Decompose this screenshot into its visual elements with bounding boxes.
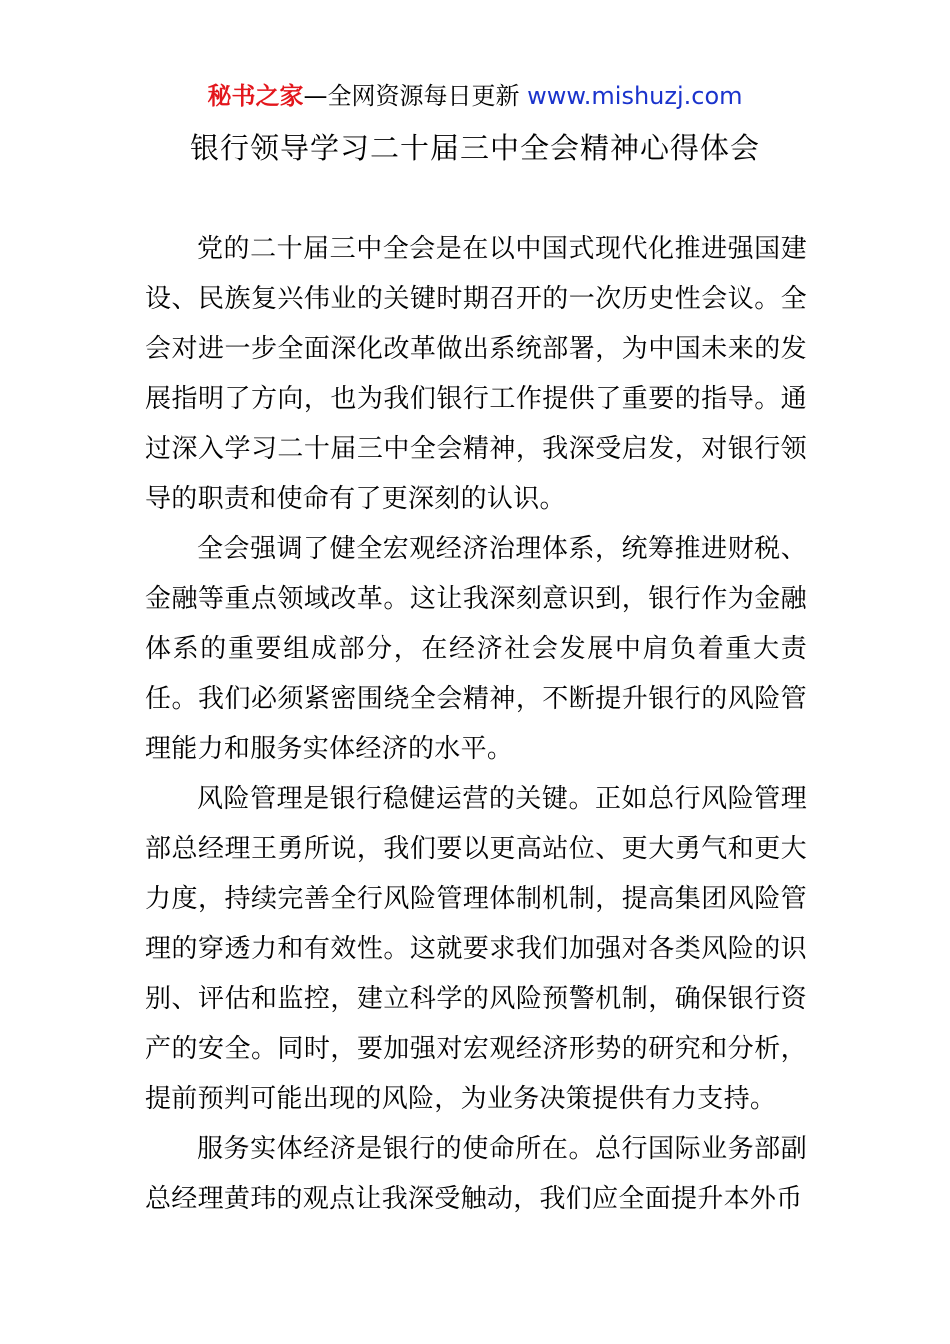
paragraph-3: 风险管理是银行稳健运营的关键。正如总行风险管理部总经理王勇所说，我们要以更高站位、更大勇气和更大力度，持续完善全行风险管理体制机制，提高集团风险管理的穿透力和有效性。这就要求我们加强对各类风险的识别、评估和监控，建立科学的风险预警机制，确保银行资产的安全。同时，要加强对宏观经济形势的研究和分析，提前预判可能出现的风险，为业务决策提供有力支持。 bbox=[145, 784, 807, 1114]
site-header bbox=[0, 80, 950, 112]
paragraph-2: 全会强调了健全宏观经济治理体系，统筹推进财税、金融等重点领域改革。这让我深刻意识到，银行作为金融体系的重要组成部分，在经济社会发展中肩负着重大责任。我们必须紧密围绕全会精神，不断提升银行的风险管理能力和服务实体经济的水平。 bbox=[145, 534, 807, 764]
site-url-link[interactable]: www.mishuzj.com bbox=[527, 82, 743, 110]
brand-name: 秘书之家 bbox=[207, 82, 304, 110]
document-body bbox=[145, 224, 807, 1224]
paragraph-1: 党的二十届三中全会是在以中国式现代化推进强国建设、民族复兴伟业的关键时期召开的一次历史性会议。全会对进一步全面深化改革做出系统部署，为中国未来的发展指明了方向，也为我们银行工作提供了重要的指导。通过深入学习二十届三中全会精神，我深受启发，对银行领导的职责和使命有了更深刻的认识。 bbox=[145, 234, 807, 514]
header-tagline: —全网资源每日更新 bbox=[303, 82, 528, 110]
paragraph-4: 服务实体经济是银行的使命所在。总行国际业务部副总经理黄玮的观点让我深受触动，我们应全面提升本外币 bbox=[145, 1134, 807, 1214]
document-title: 银行领导学习二十届三中全会精神心得体会 bbox=[189, 131, 760, 165]
